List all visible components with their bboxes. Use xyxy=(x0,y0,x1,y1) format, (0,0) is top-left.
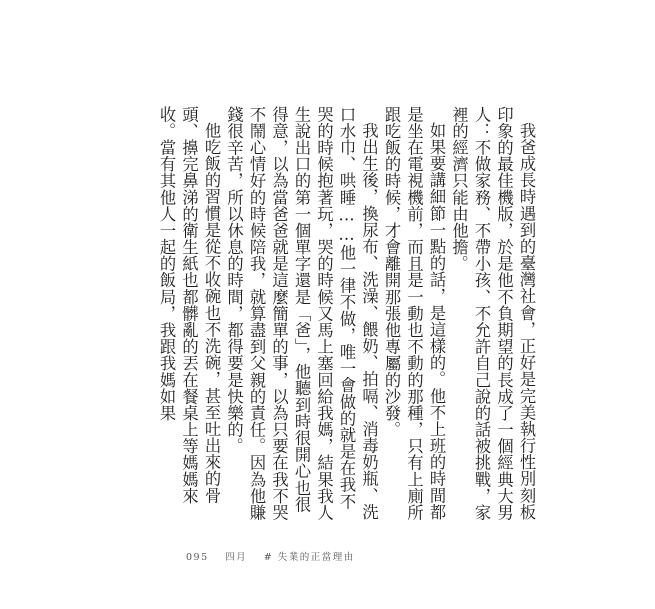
paragraph: 他吃飯的習慣是從不收碗也不洗碗，甚至吐出來的骨頭、擤完鼻涕的衛生紙也都髒亂的丟在餐桌上等媽媽來收。當有其他人一起的飯局，我跟我媽如果 xyxy=(157,106,221,505)
paragraph: 我爸成長時遇到的臺灣社會，正好是完美執行性別刻板印象的最佳機版，於是他不負期望的長成了一個經典大男人：不做家務、不帶小孩、不允許自己說的話被挑戰，家裡的經濟只能由他擔。 xyxy=(449,106,536,521)
page-number: 095 xyxy=(186,552,209,563)
paragraph: 我出生後，換尿布、洗澡、餵奶、拍嗝、消毒奶瓶、洗口水巾、哄睡……他一律不做，唯一會做的就是在我不哭的時候抱著玩，哭的時候又馬上塞回給我媽，結果我人生說出口的第一個單字還是「爸」，他聽到時很開心也很得意，以為當爸爸就是這麼簡單的事，以為只要在我不哭不鬧心情好的時候陪我，就算盡到父親的責任。因為他賺錢很辛苦，所以休息的時間，都得要是快樂的。 xyxy=(224,106,379,521)
chapter-label: 四月 xyxy=(225,552,248,563)
paragraph: 如果要講細節一點的話，是這樣的。他不上班的時間都是坐在電視機前，而且是一動也不動的那種，只有上廁所跟吃飯的時候，才會離開那張他專屬的沙發。 xyxy=(382,106,446,521)
vertical-text-body xyxy=(155,106,538,526)
page-footer xyxy=(186,549,367,563)
section-title: # 失業的正當理由 xyxy=(263,552,355,563)
